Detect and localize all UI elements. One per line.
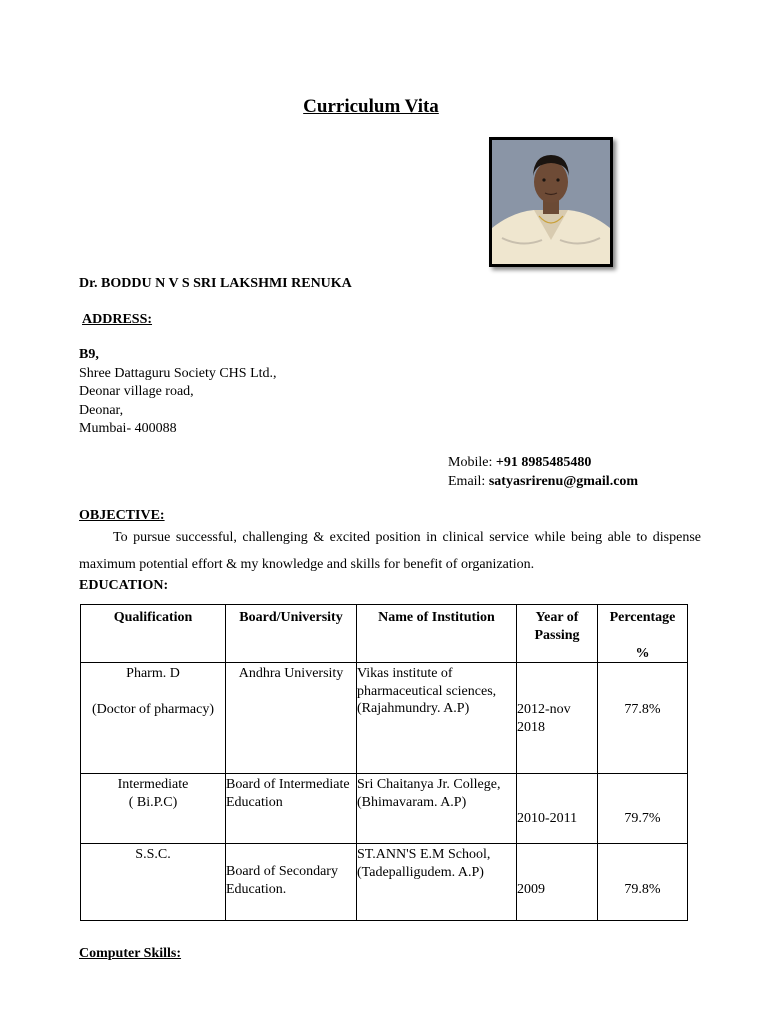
header-percentage-label: Percentage bbox=[609, 610, 676, 625]
cell-institution: ST.ANN'S E.M School, (Tadepalligudem. A.P) bbox=[357, 844, 517, 921]
cell-board: Andhra University bbox=[226, 663, 357, 774]
cell-percentage: 77.8% bbox=[598, 663, 688, 774]
address-line: Mumbai- 400088 bbox=[79, 421, 177, 437]
cell-year: 2012-nov 2018 bbox=[517, 663, 598, 774]
computer-skills-heading: Computer Skills: bbox=[79, 946, 182, 961]
contact-block bbox=[448, 453, 638, 491]
cell-board: Board of Intermediate Education bbox=[226, 774, 357, 844]
header-year: Year of Passing bbox=[517, 605, 598, 663]
address-line: Deonar village road, bbox=[79, 384, 194, 400]
header-qualification: Qualification bbox=[81, 605, 226, 663]
qualification-text: S.S.C. bbox=[135, 847, 171, 862]
mobile-label: Mobile: bbox=[448, 455, 493, 470]
header-percent-sign: % bbox=[635, 645, 650, 661]
cell-year: 2010-2011 bbox=[517, 774, 598, 844]
cell-percentage: 79.7% bbox=[598, 774, 688, 844]
header-percentage bbox=[598, 605, 688, 663]
cell-board: Board of Secondary Education. bbox=[226, 844, 357, 921]
mobile-line bbox=[448, 453, 638, 472]
address-heading: ADDRESS: bbox=[82, 312, 153, 327]
candidate-name: Dr. BODDU N V S SRI LAKSHMI RENUKA bbox=[79, 276, 352, 291]
header-board: Board/University bbox=[226, 605, 357, 663]
education-table bbox=[80, 604, 688, 921]
qualification-sub: (Doctor of pharmacy) bbox=[91, 701, 215, 717]
document-title: Curriculum Vita bbox=[303, 96, 439, 117]
table-row bbox=[81, 663, 688, 774]
email-label: Email: bbox=[448, 474, 486, 489]
cell-institution: Vikas institute of pharmaceutical sciences, (Rajahmundry. A.P) bbox=[357, 663, 517, 774]
cell-percentage: 79.8% bbox=[598, 844, 688, 921]
table-row bbox=[81, 844, 688, 921]
objective-text bbox=[79, 524, 701, 578]
qualification-text: Intermediate bbox=[117, 777, 189, 792]
table-row bbox=[81, 774, 688, 844]
profile-photo bbox=[489, 137, 613, 267]
cell-year: 2009 bbox=[517, 844, 598, 921]
objective-heading: OBJECTIVE: bbox=[79, 508, 165, 523]
qualification-text: Pharm. D bbox=[126, 666, 180, 681]
objective-body: To pursue successful, challenging & excited position in clinical service while being able to dispense maximum potential effort & my knowledge and skills for benefit of organization. bbox=[79, 530, 701, 572]
header-institution: Name of Institution bbox=[357, 605, 517, 663]
cell-qualification bbox=[81, 774, 226, 844]
cell-institution: Sri Chaitanya Jr. College, (Bhimavaram. A.P) bbox=[357, 774, 517, 844]
table-header-row bbox=[81, 605, 688, 663]
email-address: satyasrirenu@gmail.com bbox=[488, 474, 639, 489]
address-line: Deonar, bbox=[79, 402, 124, 418]
address-line: Shree Dattaguru Society CHS Ltd., bbox=[79, 365, 277, 381]
email-line bbox=[448, 472, 638, 491]
cell-qualification bbox=[81, 844, 226, 921]
address-block bbox=[79, 346, 277, 439]
address-line: B9, bbox=[79, 347, 99, 362]
cell-qualification bbox=[81, 663, 226, 774]
qualification-sub: ( Bi.P.C) bbox=[128, 794, 178, 810]
mobile-number: +91 8985485480 bbox=[495, 455, 592, 470]
education-heading: EDUCATION: bbox=[79, 578, 169, 593]
